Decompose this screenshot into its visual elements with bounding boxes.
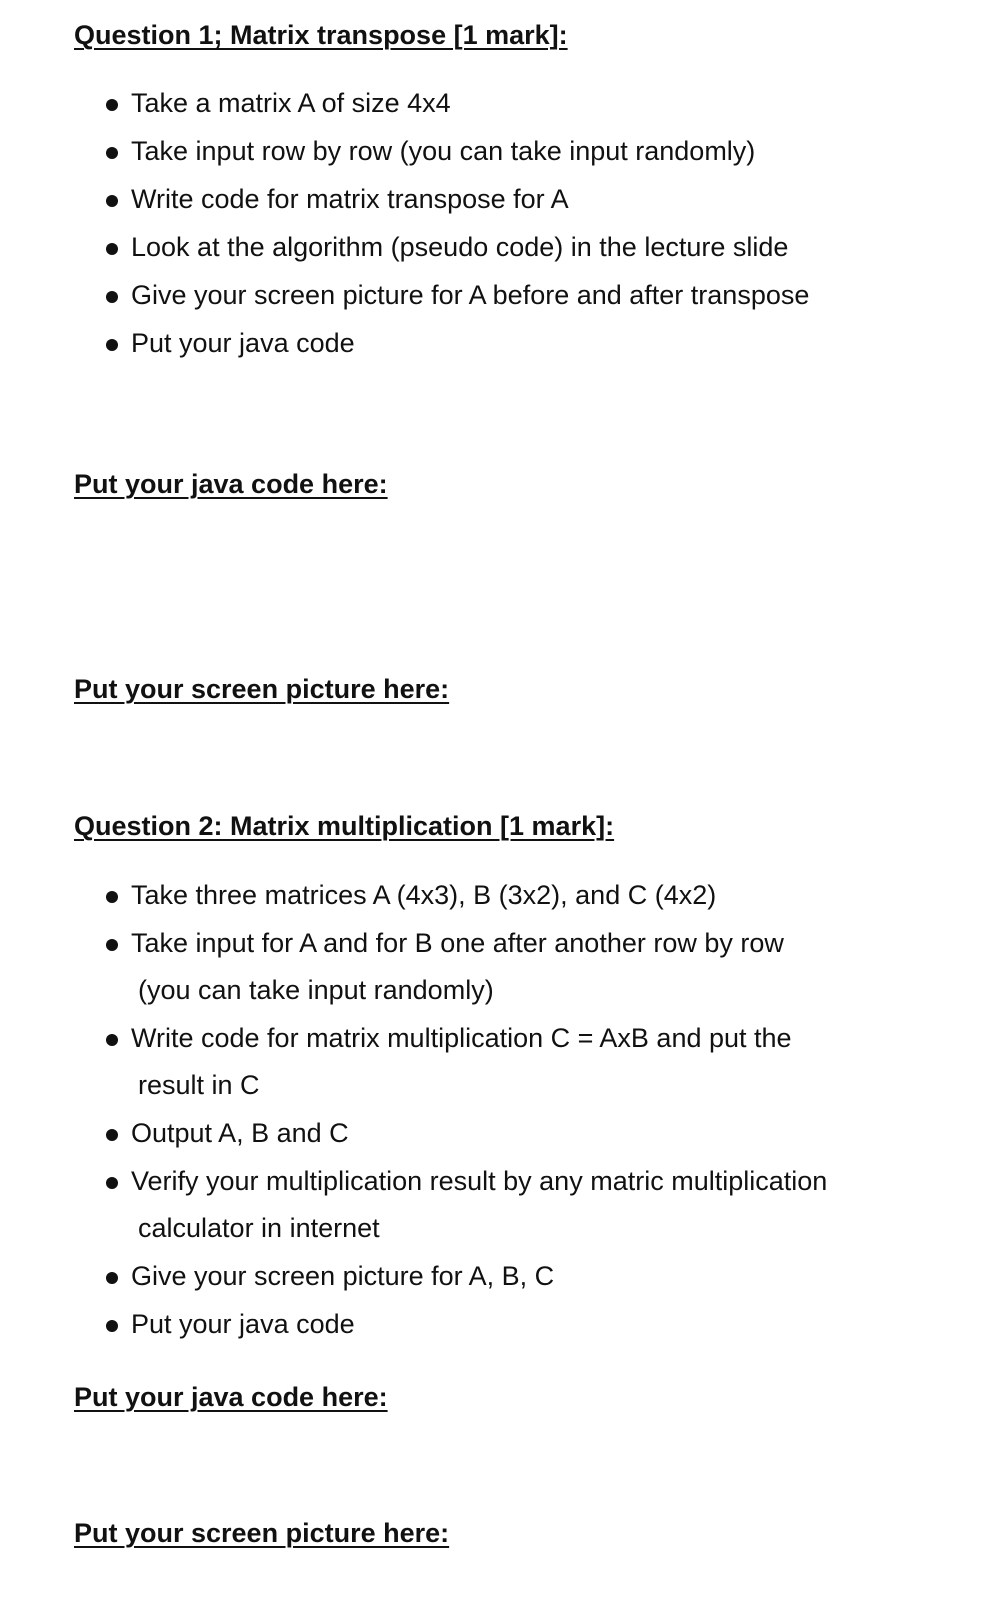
bullet-icon bbox=[106, 1129, 118, 1141]
list-item: Take input row by row (you can take input randomly) bbox=[106, 128, 976, 175]
list-item: Give your screen picture for A, B, C bbox=[106, 1253, 976, 1300]
bullet-icon bbox=[106, 1177, 118, 1189]
question-1-code-label: Put your java code here: bbox=[74, 469, 388, 499]
list-item: Look at the algorithm (pseudo code) in the lecture slide bbox=[106, 224, 976, 271]
question-1-screen-label: Put your screen picture here: bbox=[74, 674, 450, 704]
bullet-icon bbox=[106, 291, 118, 303]
list-item: Write code for matrix transpose for A bbox=[106, 176, 976, 223]
question-1-bullet-list bbox=[106, 80, 976, 368]
question-1-title: Question 1; Matrix transpose [1 mark]: bbox=[74, 20, 568, 50]
bullet-icon bbox=[106, 243, 118, 255]
bullet-icon bbox=[106, 339, 118, 351]
list-item: Verify your multiplication result by any matric multiplication calculator in internet bbox=[106, 1158, 976, 1252]
list-item: Take a matrix A of size 4x4 bbox=[106, 80, 976, 127]
bullet-icon bbox=[106, 939, 118, 951]
list-item: Give your screen picture for A before and after transpose bbox=[106, 272, 976, 319]
question-2-code-label: Put your java code here: bbox=[74, 1382, 388, 1412]
question-2-screen-label: Put your screen picture here: bbox=[74, 1518, 450, 1548]
bullet-icon bbox=[106, 891, 118, 903]
bullet-icon bbox=[106, 147, 118, 159]
bullet-icon bbox=[106, 1272, 118, 1284]
list-item: Take three matrices A (4x3), B (3x2), and C (4x2) bbox=[106, 872, 976, 919]
bullet-icon bbox=[106, 1034, 118, 1046]
bullet-icon bbox=[106, 1320, 118, 1332]
bullet-icon bbox=[106, 99, 118, 111]
question-2-title: Question 2: Matrix multiplication [1 mark]: bbox=[74, 811, 615, 841]
list-item: Output A, B and C bbox=[106, 1110, 976, 1157]
bullet-icon bbox=[106, 195, 118, 207]
question-2-bullet-list bbox=[106, 872, 976, 1349]
list-item: Write code for matrix multiplication C = AxB and put the result in C bbox=[106, 1015, 976, 1109]
list-item: Put your java code bbox=[106, 1301, 976, 1348]
list-item: Take input for A and for B one after another row by row (you can take input randomly) bbox=[106, 920, 976, 1014]
list-item: Put your java code bbox=[106, 320, 976, 367]
